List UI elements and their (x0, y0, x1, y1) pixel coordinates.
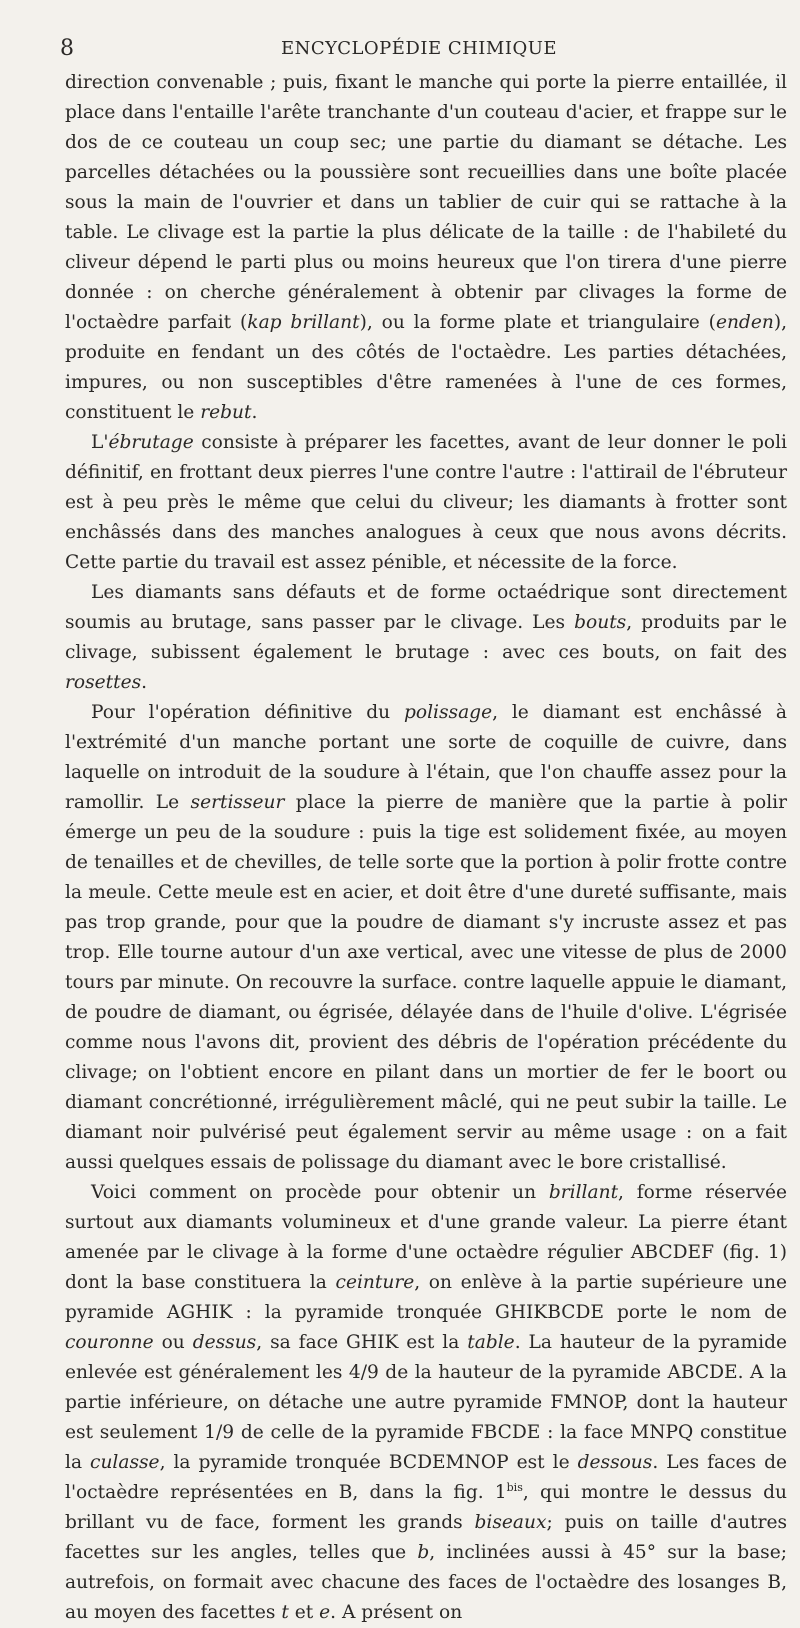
italic-term: ceinture (335, 1272, 415, 1293)
text-run: Les diamants sans défauts et de forme octaédrique sont directement soumis au brutage, sans passer par le clivage. Les (65, 582, 787, 633)
text-run: ou (153, 1332, 193, 1353)
paragraph (65, 698, 787, 1178)
text-run: . (251, 402, 258, 423)
text-run: , forme réservée surtout aux diamants volumineux et d'une grande valeur. La pierre étant amenée par le clivage à la forme d'une octaèdre régulier ABCDEF (fig. 1) dont la base constituera la (65, 1182, 787, 1293)
italic-term: bouts (574, 612, 627, 633)
text-run: , le diamant est enchâssé à l'extrémité d'un manche portant une sorte de coquille de cuivre, dans laquelle on introduit de la soudure à l'étain, que l'on chauffe assez pour la ramollir. Le (65, 702, 787, 813)
text-run: , sa face GHIK est la (256, 1332, 468, 1353)
paragraph (65, 68, 787, 428)
italic-term: b (417, 1542, 430, 1563)
italic-term: e (319, 1602, 331, 1623)
text-run: L' (91, 432, 109, 453)
text-run: , on enlève à la partie supérieure une pyramide AGHIK : la pyramide tronquée GHIKBCDE porte le nom de (65, 1272, 788, 1323)
italic-term: kap brillant (247, 312, 360, 333)
text-run: , produits par le clivage, subissent également le brutage : avec ces bouts, on fait des (65, 612, 787, 663)
italic-term: rebut (200, 402, 252, 423)
text-run: . Les faces de l'octaèdre représentées en B, dans la fig. 1 (65, 1452, 787, 1503)
text-run: , qui montre le dessus du brillant vu de face, forment les grands (65, 1482, 787, 1533)
text-run: ), produite en fendant un des côtés de l'octaèdre. Les parties détachées, impures, ou non susceptibles d'être ramenées à l'une de ces formes, constituent le (65, 312, 787, 423)
paragraph (65, 578, 787, 698)
text-run: consiste à préparer les facettes, avant de leur donner le poli définitif, en frottant deux pierres l'une contre l'autre : l'attirail de l'ébruteur est à peu près le même que celui du cliveur; les diamants à frotter sont enchâssés dans des manches analogues à ceux que nous avons décrits. Cette partie du travail est assez pénible, et nécessite de la force. (65, 432, 787, 573)
page-header (60, 36, 778, 66)
page-number: 8 (60, 36, 74, 61)
italic-term: t (281, 1602, 289, 1623)
paragraph (65, 1178, 787, 1628)
superscript: bis (506, 1480, 523, 1494)
italic-term: enden (715, 312, 774, 333)
paragraph (65, 428, 787, 578)
text-run: et (288, 1602, 320, 1623)
text-run: , inclinées aussi à 45° sur la base; autrefois, on formait avec chacune des faces de l'octaèdre des losanges B, au moyen des facettes (65, 1542, 787, 1623)
text-run: . (141, 672, 148, 693)
text-run: Voici comment on procède pour obtenir un (91, 1182, 549, 1203)
italic-term: rosettes (65, 672, 142, 693)
italic-term: sertisseur (190, 792, 285, 813)
body-text (65, 68, 787, 1628)
italic-term: couronne (65, 1332, 154, 1353)
italic-term: culasse (90, 1452, 160, 1473)
text-run: . A présent on (330, 1602, 463, 1623)
text-run: ; puis on taille d'autres facettes sur les angles, telles que (65, 1512, 788, 1563)
italic-term: dessous (577, 1452, 653, 1473)
text-run: place la pierre de manière que la partie à polir émerge un peu de la soudure : puis la tige est solidement fixée, au moyen de tenailles et de chevilles, de telle sorte que la portion à polir frotte contre la meule. Cette meule est en acier, et doit être d'une dureté suffisante, mais pas trop grande, pour que la poudre de diamant s'y incruste assez et pas trop. Elle tourne autour d'un axe vertical, avec une vitesse de plus de 2000 tours par minute. On recouvre la surface. contre laquelle appuie le diamant, de poudre de diamant, ou égrisée, délayée dans de l'huile d'olive. L'égrisée comme nous l'avons dit, provient des débris de l'opération précédente du clivage; on l'obtient encore en pilant dans un mortier de fer le boort ou diamant concrétionné, irrégulièrement mâclé, qui ne peut subir la taille. Le diamant noir pulvérisé peut également servir au même usage : on a fait aussi quelques essais de polissage du diamant avec le bore cristallisé. (65, 792, 787, 1173)
text-run: . La hauteur de la pyramide enlevée est généralement les 4/9 de la hauteur de la pyramide ABCDE. A la partie inférieure, on détache une autre pyramide FMNOP, dont la hauteur est seulement 1/9 de celle de la pyramide FBCDE : la face MNPQ constitue la (65, 1332, 787, 1473)
italic-term: biseaux (474, 1512, 547, 1533)
text-run: direction convenable ; puis, fixant le manche qui porte la pierre entaillée, il place dans l'entaille l'arête tranchante d'un couteau d'acier, et frappe sur le dos de ce couteau un coup sec; une partie du diamant se détache. Les parcelles détachées ou la poussière sont recueillies dans une boîte placée sous la main de l'ouvrier et dans un tablier de cuir qui se rattache à la table. Le clivage est la partie la plus délicate de la taille : de l'habileté du cliveur dépend le parti plus ou moins heureux que l'on tirera d'une pierre donnée : on cherche généralement à obtenir par clivages la forme de l'octaèdre parfait ( (65, 72, 787, 333)
italic-term: dessus (192, 1332, 257, 1353)
running-title: ENCYCLOPÉDIE CHIMIQUE (280, 38, 558, 59)
italic-term: polissage (404, 702, 493, 723)
italic-term: ébrutage (108, 432, 194, 453)
text-run: , la pyramide tronquée BCDEMNOP est le (159, 1452, 578, 1473)
text-run: ), ou la forme plate et triangulaire ( (359, 312, 716, 333)
italic-term: table (467, 1332, 515, 1353)
text-run: Pour l'opération définitive du (91, 702, 405, 723)
italic-term: brillant (548, 1182, 619, 1203)
